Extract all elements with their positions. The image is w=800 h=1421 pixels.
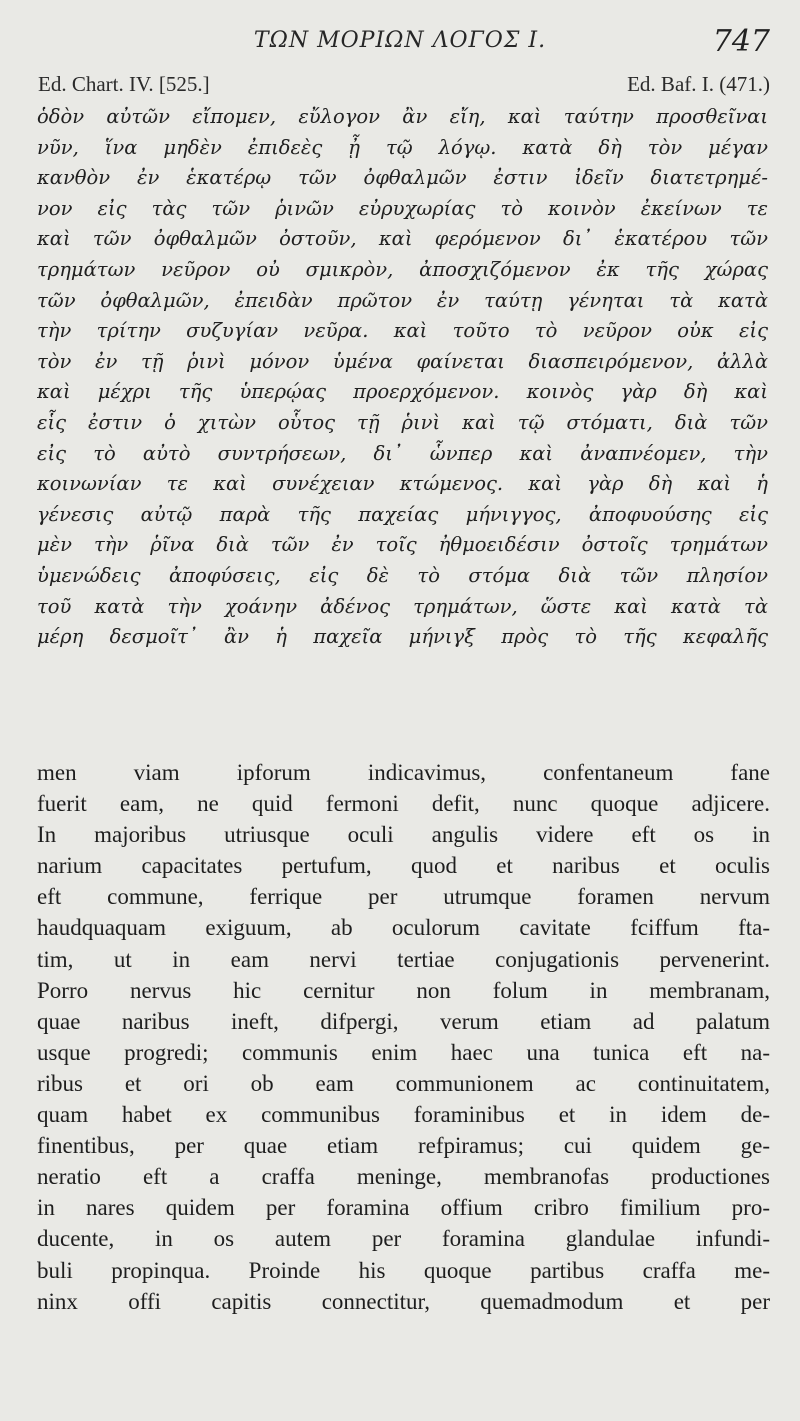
latin-line: haudquaquam exiguum, ab oculorum cavitate fciffum fta-: [37, 915, 770, 941]
greek-line: εἷς ἐστιν ὁ χιτὼν οὗτος τῇ ῥινὶ καὶ τῷ στόματι, διὰ τῶν: [37, 410, 768, 434]
greek-line: ὁδὸν αὐτῶν εἴπομεν, εὔλογον ἂν εἴη, καὶ ταύτην προσθεῖναι: [37, 105, 768, 128]
latin-line: ribus et ori ob eam communionem ac continuitatem,: [37, 1070, 770, 1096]
latin-line: neratio eft a craffa meninge, membranofas productiones: [37, 1164, 770, 1190]
edition-chartier: Ed. Chart. IV. [525.]: [38, 72, 210, 96]
latin-line: buli propinqua. Proinde his quoque partibus craffa me-: [37, 1257, 770, 1283]
greek-line: τρημάτων νεῦρον οὐ σμικρὸν, ἀποσχιζόμενον ἐκ τῆς χώρας: [37, 257, 768, 281]
latin-text-block: [37, 757, 770, 1317]
page-number: 747: [712, 24, 770, 59]
greek-text-block: [37, 102, 768, 653]
greek-line: καὶ τῶν ὀφθαλμῶν ὀστοῦν, καὶ φερόμενον δι᾽ ἑκατέρου τῶν: [37, 227, 768, 251]
greek-line: τοῦ κατὰ τὴν χοάνην ἀδένος τρημάτων, ὥστε καὶ κατὰ τὰ: [37, 594, 768, 618]
greek-line: τῶν ὀφθαλμῶν, ἐπειδὰν πρῶτον ἐν ταύτῃ γένηται τὰ κατὰ: [37, 288, 768, 312]
latin-line: tim, ut in eam nervi tertiae conjugationis pervenerint.: [37, 946, 770, 972]
greek-line: κανθὸν ἐν ἑκατέρῳ τῶν ὀφθαλμῶν ἐστιν ἰδεῖν διατετρημέ-: [37, 166, 768, 190]
greek-line: κοινωνίαν τε καὶ συνέχειαν κτώμενος. καὶ γὰρ δὴ καὶ ἡ: [37, 472, 768, 496]
latin-line: ducente, in os autem per foramina glandulae infundi-: [37, 1226, 770, 1252]
latin-line: In majoribus utriusque oculi angulis videre eft os in: [37, 822, 770, 848]
edition-basel: Ed. Baf. I. (471.): [627, 72, 770, 96]
latin-line: quam habet ex communibus foraminibus et in idem de-: [37, 1102, 770, 1128]
latin-line: ninx offi capitis connectitur, quemadmodum et per: [37, 1288, 770, 1314]
greek-line: ὑμενώδεις ἀποφύσεις, εἰς δὲ τὸ στόμα διὰ τῶν πλησίον: [37, 563, 768, 587]
greek-line: μέρη δεσμοῖτ᾽ ἂν ἡ παχεῖα μήνιγξ πρὸς τὸ τῆς κεφαλῆς: [37, 625, 768, 649]
greek-line: νῦν, ἵνα μηδὲν ἐπιδεὲς ᾖ τῷ λόγῳ. κατὰ δὴ τὸν μέγαν: [37, 135, 768, 159]
latin-line: usque progredi; communis enim haec una tunica eft na-: [37, 1039, 770, 1065]
latin-line: in nares quidem per foramina offium cribro fimilium pro-: [37, 1195, 770, 1221]
greek-line: τὸν ἐν τῇ ῥινὶ μόνον ὑμένα φαίνεται διασπειρόμενον, ἀλλὰ: [37, 349, 768, 373]
edition-line: [38, 72, 770, 97]
latin-line: quae naribus ineft, difpergi, verum etiam ad palatum: [37, 1008, 770, 1034]
latin-line: narium capacitates pertufum, quod et naribus et oculis: [37, 853, 770, 879]
greek-line: καὶ μέχρι τῆς ὑπερῴας προερχόμενον. κοινὸς γὰρ δὴ καὶ: [37, 380, 768, 404]
latin-line: finentibus, per quae etiam refpiramus; cui quidem ge-: [37, 1133, 770, 1159]
greek-line: γένεσις αὐτῷ παρὰ τῆς παχείας μήνιγγος, ἀποφυούσης εἰς: [37, 502, 768, 526]
greek-line: μὲν τὴν ῥῖνα διὰ τῶν ἐν τοῖς ἠθμοειδέσιν ὀστοῖς τρημάτων: [37, 533, 768, 557]
latin-line: fuerit eam, ne quid fermoni defit, nunc quoque adjicere.: [37, 791, 770, 817]
latin-line: Porro nervus hic cernitur non folum in membranam,: [37, 977, 770, 1003]
running-title: ΤΩΝ ΜΟΡΙΩΝ ΛΟΓΟΣ Ι.: [253, 28, 547, 53]
latin-line: eft commune, ferrique per utrumque foramen nervum: [37, 884, 770, 910]
greek-line: νον εἰς τὰς τῶν ῥινῶν εὐρυχωρίας τὸ κοινὸν ἐκείνων τε: [37, 196, 768, 220]
greek-line: εἰς τὸ αὐτὸ συντρήσεων, δι᾽ ὧνπερ καὶ ἀναπνέομεν, τὴν: [37, 441, 768, 465]
latin-line: men viam ipforum indicavimus, confentaneum fane: [37, 760, 770, 785]
greek-line: τὴν τρίτην συζυγίαν νεῦρα. καὶ τοῦτο τὸ νεῦρον οὐκ εἰς: [37, 319, 768, 343]
